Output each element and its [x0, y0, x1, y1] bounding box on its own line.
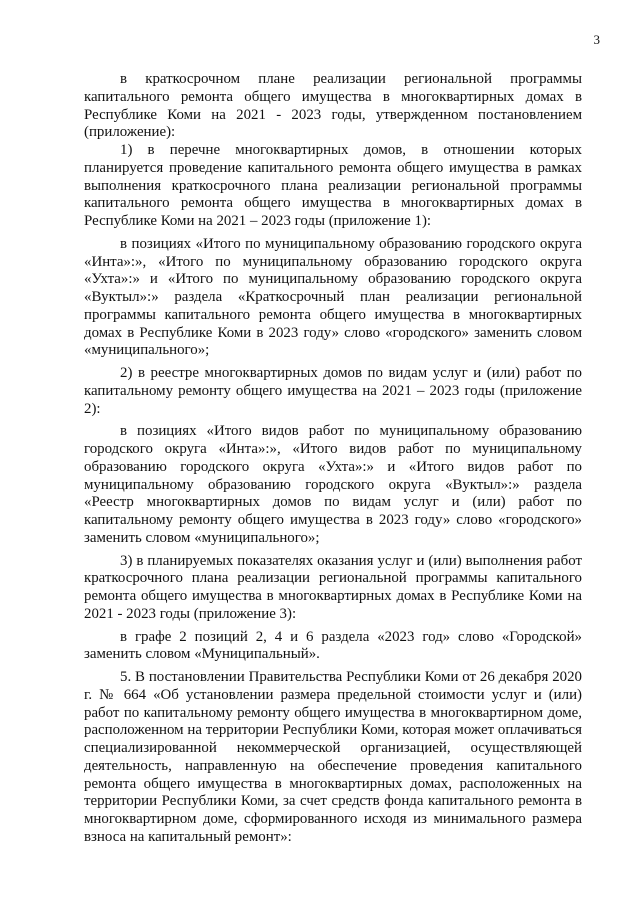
paragraph: в графе 2 позиций 2, 4 и 6 раздела «2023 год» слово «Городской» заменить словом «Муниципальный».	[84, 628, 582, 663]
paragraph: 2) в реестре многоквартирных домов по видам услуг и (или) работ по капитальному ремонту общего имущества на 2021 – 2023 годы (приложение 2):	[84, 365, 582, 417]
paragraph: в позициях «Итого видов работ по муниципальному образованию городского округа «Инта»:», «Итого видов работ по муниципальному образованию городского округа «Ухта»:» и «Итого видов работ по муниципальному образованию городского округа «Вуктыл»:» раздела «Реестр многоквартирных домов по видам услуг и (или) работ по капитальному ремонту общего имущества в 2023 году» слово «городского» заменить словом «муниципального»;	[84, 423, 582, 546]
paragraph: в краткосрочном плане реализации региональной программы капитального ремонта общего имущества в многоквартирных домах в Республике Коми на 2021 - 2023 годы, утвержденном постановлением (приложение):	[84, 71, 582, 141]
paragraph: 5. В постановлении Правительства Республики Коми от 26 декабря 2020 г. № 664 «Об установлении размера предельной стоимости услуг и (или) работ по капитальному ремонту общего имущества в многоквартирном доме, расположенном на территории Республики Коми, которая может оплачиваться специализированной некоммерческой организацией, осуществляющей деятельность, направленную на обеспечение проведения капитального ремонта общего имущества в многоквартирных домах, расположенных на территории Республики Коми, за счет средств фонда капитального ремонта в многоквартирном доме, сформированного исходя из минимального размера взноса на капитальный ремонт»:	[84, 669, 582, 845]
page-number: 3	[593, 32, 600, 47]
paragraph: 3) в планируемых показателях оказания услуг и (или) выполнения работ краткосрочного плана реализации региональной программы капитального ремонта общего имущества в многоквартирных домах в Республике Коми на 2021 - 2023 годы (приложение 3):	[84, 552, 582, 622]
paragraph: в позициях «Итого по муниципальному образованию городского округа «Инта»:», «Итого по муниципальному образованию городского округа «Ухта»:» и «Итого по муниципальному образованию городского округа «Вуктыл»:» раздела «Краткосрочный план реализации региональной программы капитального ремонта общего имущества в многоквартирных домах в Республике Коми в 2023 году» слово «городского» заменить словом «муниципального»;	[84, 235, 582, 359]
paragraph: 1) в перечне многоквартирных домов, в отношении которых планируется проведение капитального ремонта общего имущества в рамках выполнения краткосрочного плана реализации региональной программы капитального ремонта общего имущества в многоквартирных домах в Республике Коми на 2021 – 2023 годы (приложение 1):	[84, 142, 582, 229]
document-body	[84, 71, 582, 847]
